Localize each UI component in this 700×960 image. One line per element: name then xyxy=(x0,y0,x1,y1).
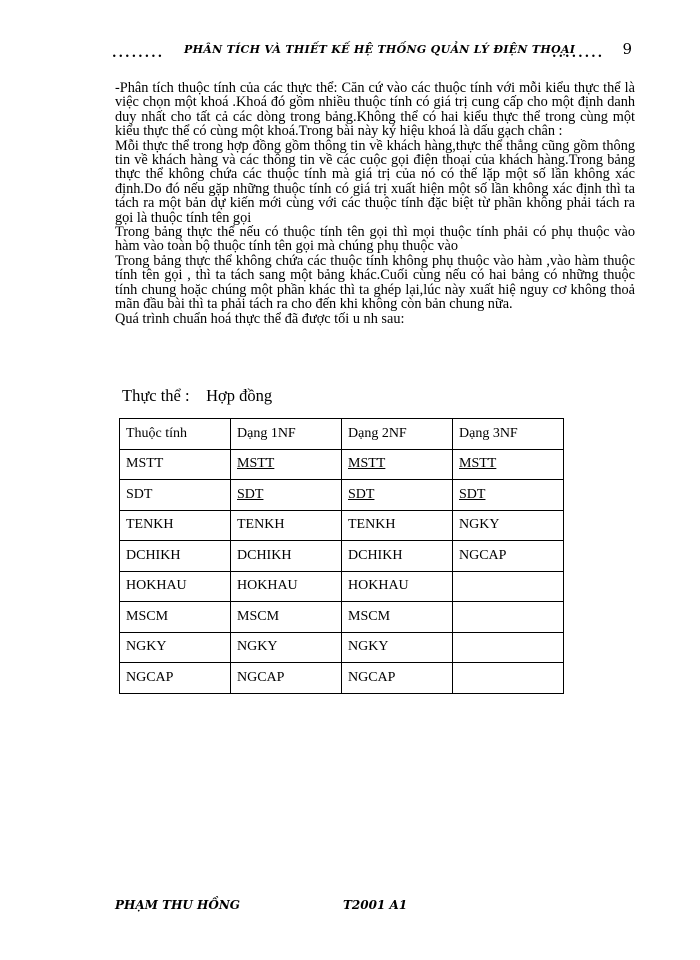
table-cell: NGCAP xyxy=(231,663,342,694)
table-cell xyxy=(453,571,564,602)
table-cell: TENKH xyxy=(231,510,342,541)
table-cell: HOKHAU xyxy=(231,571,342,602)
table-cell: DCHIKH xyxy=(120,541,231,572)
table-cell: MSCM xyxy=(231,602,342,633)
normalization-table xyxy=(119,418,564,694)
key-cell: MSTT xyxy=(453,449,564,480)
table-cell: NGKY xyxy=(453,510,564,541)
table-cell: HOKHAU xyxy=(342,571,453,602)
table-cell: NGCAP xyxy=(120,663,231,694)
page-number: 9 xyxy=(622,40,632,58)
key-cell: SDT xyxy=(231,480,342,511)
page-header xyxy=(112,40,640,62)
table-row xyxy=(120,510,564,541)
table-cell xyxy=(453,632,564,663)
table-cell: NGCAP xyxy=(453,541,564,572)
entity-name: Hợp đồng xyxy=(206,386,273,405)
table-header-cell: Dạng 1NF xyxy=(231,419,342,450)
entity-label: Thực thể : xyxy=(122,386,190,405)
table-header-cell: Dạng 3NF xyxy=(453,419,564,450)
paragraph: Quá trình chuẩn hoá thực thể đã được tối u nh sau: xyxy=(115,310,405,327)
entity-caption xyxy=(122,386,272,406)
paragraph: Mỗi thực thể trong hợp đồng gồm thông tin về khách hàng,thực thể thẳng cũng gồm thông tin về khách hàng và các thông tin về các cuộc gọi điện thoại của khách hàng.Trong bảng thực thể không chứa các thuộc tính mà giá trị của nó có thể lặp một số lần không xác định.Do đó nếu gặp những thuộc tính có giá trị xuất hiện một số lần không xác định thì ta tách ra một bản dự kiến mới cùng với các thuộc tính đặc biệt từ phần không phải tách ra gọi là thuộc tính tên gọi xyxy=(115,137,635,226)
table-cell: MSCM xyxy=(342,602,453,633)
paragraph: Trong bảng thực thể không chứa các thuộc tính không phụ thuộc vào hàm ,vào hàm thuộc tính tên gọi , thì ta tách sang một bảng khác.Cuối cùng nếu có hai bảng có những thuộc tính chung hoặc chúng một phần khác thì ta ghép lại,lúc này xuất hiệ nguy cơ không thoả mãn đầu bài thì ta phải tách ra cho đến khi không còn bản chung nữa. xyxy=(115,252,635,313)
table-cell xyxy=(453,663,564,694)
table-row xyxy=(120,663,564,694)
key-cell: SDT xyxy=(342,480,453,511)
table-cell: MSCM xyxy=(120,602,231,633)
key-cell: SDT xyxy=(453,480,564,511)
header-dots-left: ........ xyxy=(112,46,165,61)
footer-author: PHẠM THU HỒNG xyxy=(115,898,241,912)
table-cell: NGKY xyxy=(342,632,453,663)
table-cell: DCHIKH xyxy=(342,541,453,572)
header-dots-right: ........ xyxy=(552,46,605,61)
table-header-cell: Dạng 2NF xyxy=(342,419,453,450)
table-row xyxy=(120,480,564,511)
table-cell: SDT xyxy=(120,480,231,511)
table-cell: HOKHAU xyxy=(120,571,231,602)
header-title: PHÂN TÍCH VÀ THIẾT KẾ HỆ THỐNG QUẢN LÝ ĐIỆN THOẠI xyxy=(184,43,576,56)
table-row xyxy=(120,571,564,602)
table-row xyxy=(120,449,564,480)
table-header-row xyxy=(120,419,564,450)
table-row xyxy=(120,632,564,663)
footer-class: T2001 A1 xyxy=(343,898,408,912)
table-header-cell: Thuộc tính xyxy=(120,419,231,450)
table-cell: NGKY xyxy=(120,632,231,663)
table-row xyxy=(120,541,564,572)
paragraph: -Phân tích thuộc tính của các thực thể: Căn cứ vào các thuộc tính với mỗi kiểu thực thể là việc chọn một khoá .Khoá đó gồm nhiều thuộc tính có giá trị cung cấp cho một định danh duy nhất cho tất cả các dòng trong bảng.Không thể có hai kiểu thực thể trong cùng một kiểu thực thể có cùng một khoá.Trong bài này ký hiệu khoá là dấu gạch chân : xyxy=(115,80,635,140)
key-cell: MSTT xyxy=(231,449,342,480)
key-cell: MSTT xyxy=(342,449,453,480)
body-text xyxy=(115,81,635,326)
table-cell: TENKH xyxy=(342,510,453,541)
paragraph: Trong bảng thực thể nếu có thuộc tính tên gọi thì mọi thuộc tính phải có phụ thuộc vào hàm vào toàn bộ thuộc tính tên gọi mà chúng phụ thuộc vào xyxy=(115,224,635,255)
table-cell: NGCAP xyxy=(342,663,453,694)
table-cell: TENKH xyxy=(120,510,231,541)
table-row xyxy=(120,602,564,633)
table-cell: MSTT xyxy=(120,449,231,480)
table-cell: NGKY xyxy=(231,632,342,663)
table-cell xyxy=(453,602,564,633)
table-cell: DCHIKH xyxy=(231,541,342,572)
